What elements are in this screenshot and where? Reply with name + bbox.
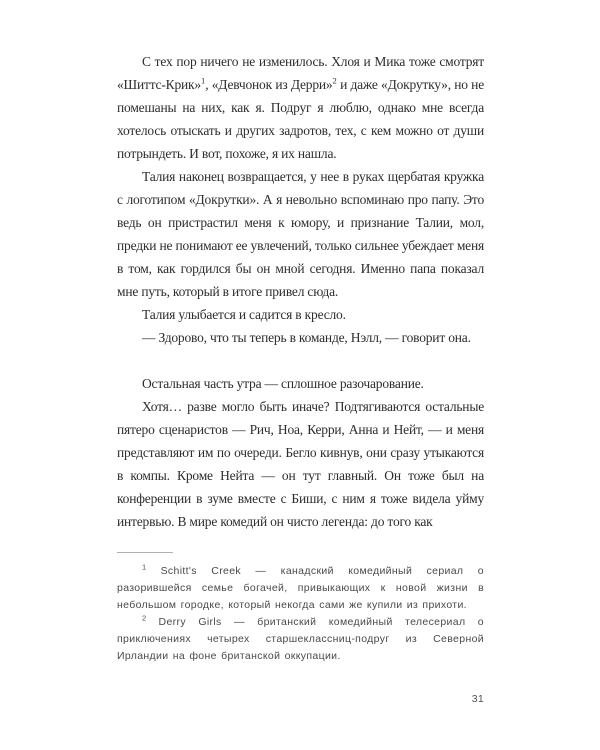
- footnotes-list: [117, 563, 484, 665]
- footnote-marker: 1: [142, 562, 147, 572]
- footnote-divider: [117, 552, 173, 553]
- footnote-ref: 2: [332, 75, 337, 86]
- paragraph: Хотя… разве могло быть иначе? Подтягиваются остальные пятеро сценаристов — Рич, Ноа, Керри, Анна и Нейт, — и меня представляют им по очереди. Бегло кивнув, они сразу утыкаются в компы. Кроме Нейта — он тут главный. Он тоже был на конференции в зуме вместе с Биши, с ним я тоже видела уйму интервью. В мире комедий он чисто легенда: до того как: [117, 399, 484, 529]
- footnote: $^1$ Schitt's Creek — канадский комедийный сериал о разорившейся семье богачей, привыкающих к новой жизни в небольшом городке, который некогда сами же купили из прихоти.: [117, 562, 484, 611]
- body-text: [117, 50, 484, 533]
- page-number: 31: [471, 693, 484, 705]
- paragraph: Талия наконец возвращается, у нее в руках щербатая кружка с логотипом «Докрутки». А я невольно вспоминаю про папу. Это ведь он пристрастил меня к юмору, и признание Талии, мол, предки не понимают ее увлечений, только сильнее убеждает меня в том, как гордился бы он мной сегодня. Именно папа показал мне путь, который в итоге привел сюда.: [117, 169, 484, 299]
- paragraph: Остальная часть утра — сплошное разочарование.: [142, 376, 424, 391]
- footnote-ref: 1: [200, 75, 206, 86]
- paragraph: С тех пор ничего не изменилось. Хлоя и Мика тоже смотрят «Шиттс-Крик»$^1$, «Девчонок из Дерри»$^2$ и даже «Докрутку», но не помешаны на них, как я. Подруг я люблю, однако мне всегда хотелось отыскать и других задротов, тех, с кем можно от души потрындеть. И вот, похоже, я их нашла.: [117, 54, 484, 161]
- paragraph: Талия улыбается и садится в кресло.: [142, 307, 346, 322]
- footnote-marker: 2: [142, 613, 147, 623]
- footnote: $^2$ Derry Girls — британский комедийный телесериал о приключениях четырех старшеклассниц-подруг из Северной Ирландии на фоне британской оккупации.: [117, 613, 484, 662]
- footnote-area: [117, 552, 484, 665]
- paragraph: — Здорово, что ты теперь в команде, Нэлл, — говорит она.: [142, 330, 471, 345]
